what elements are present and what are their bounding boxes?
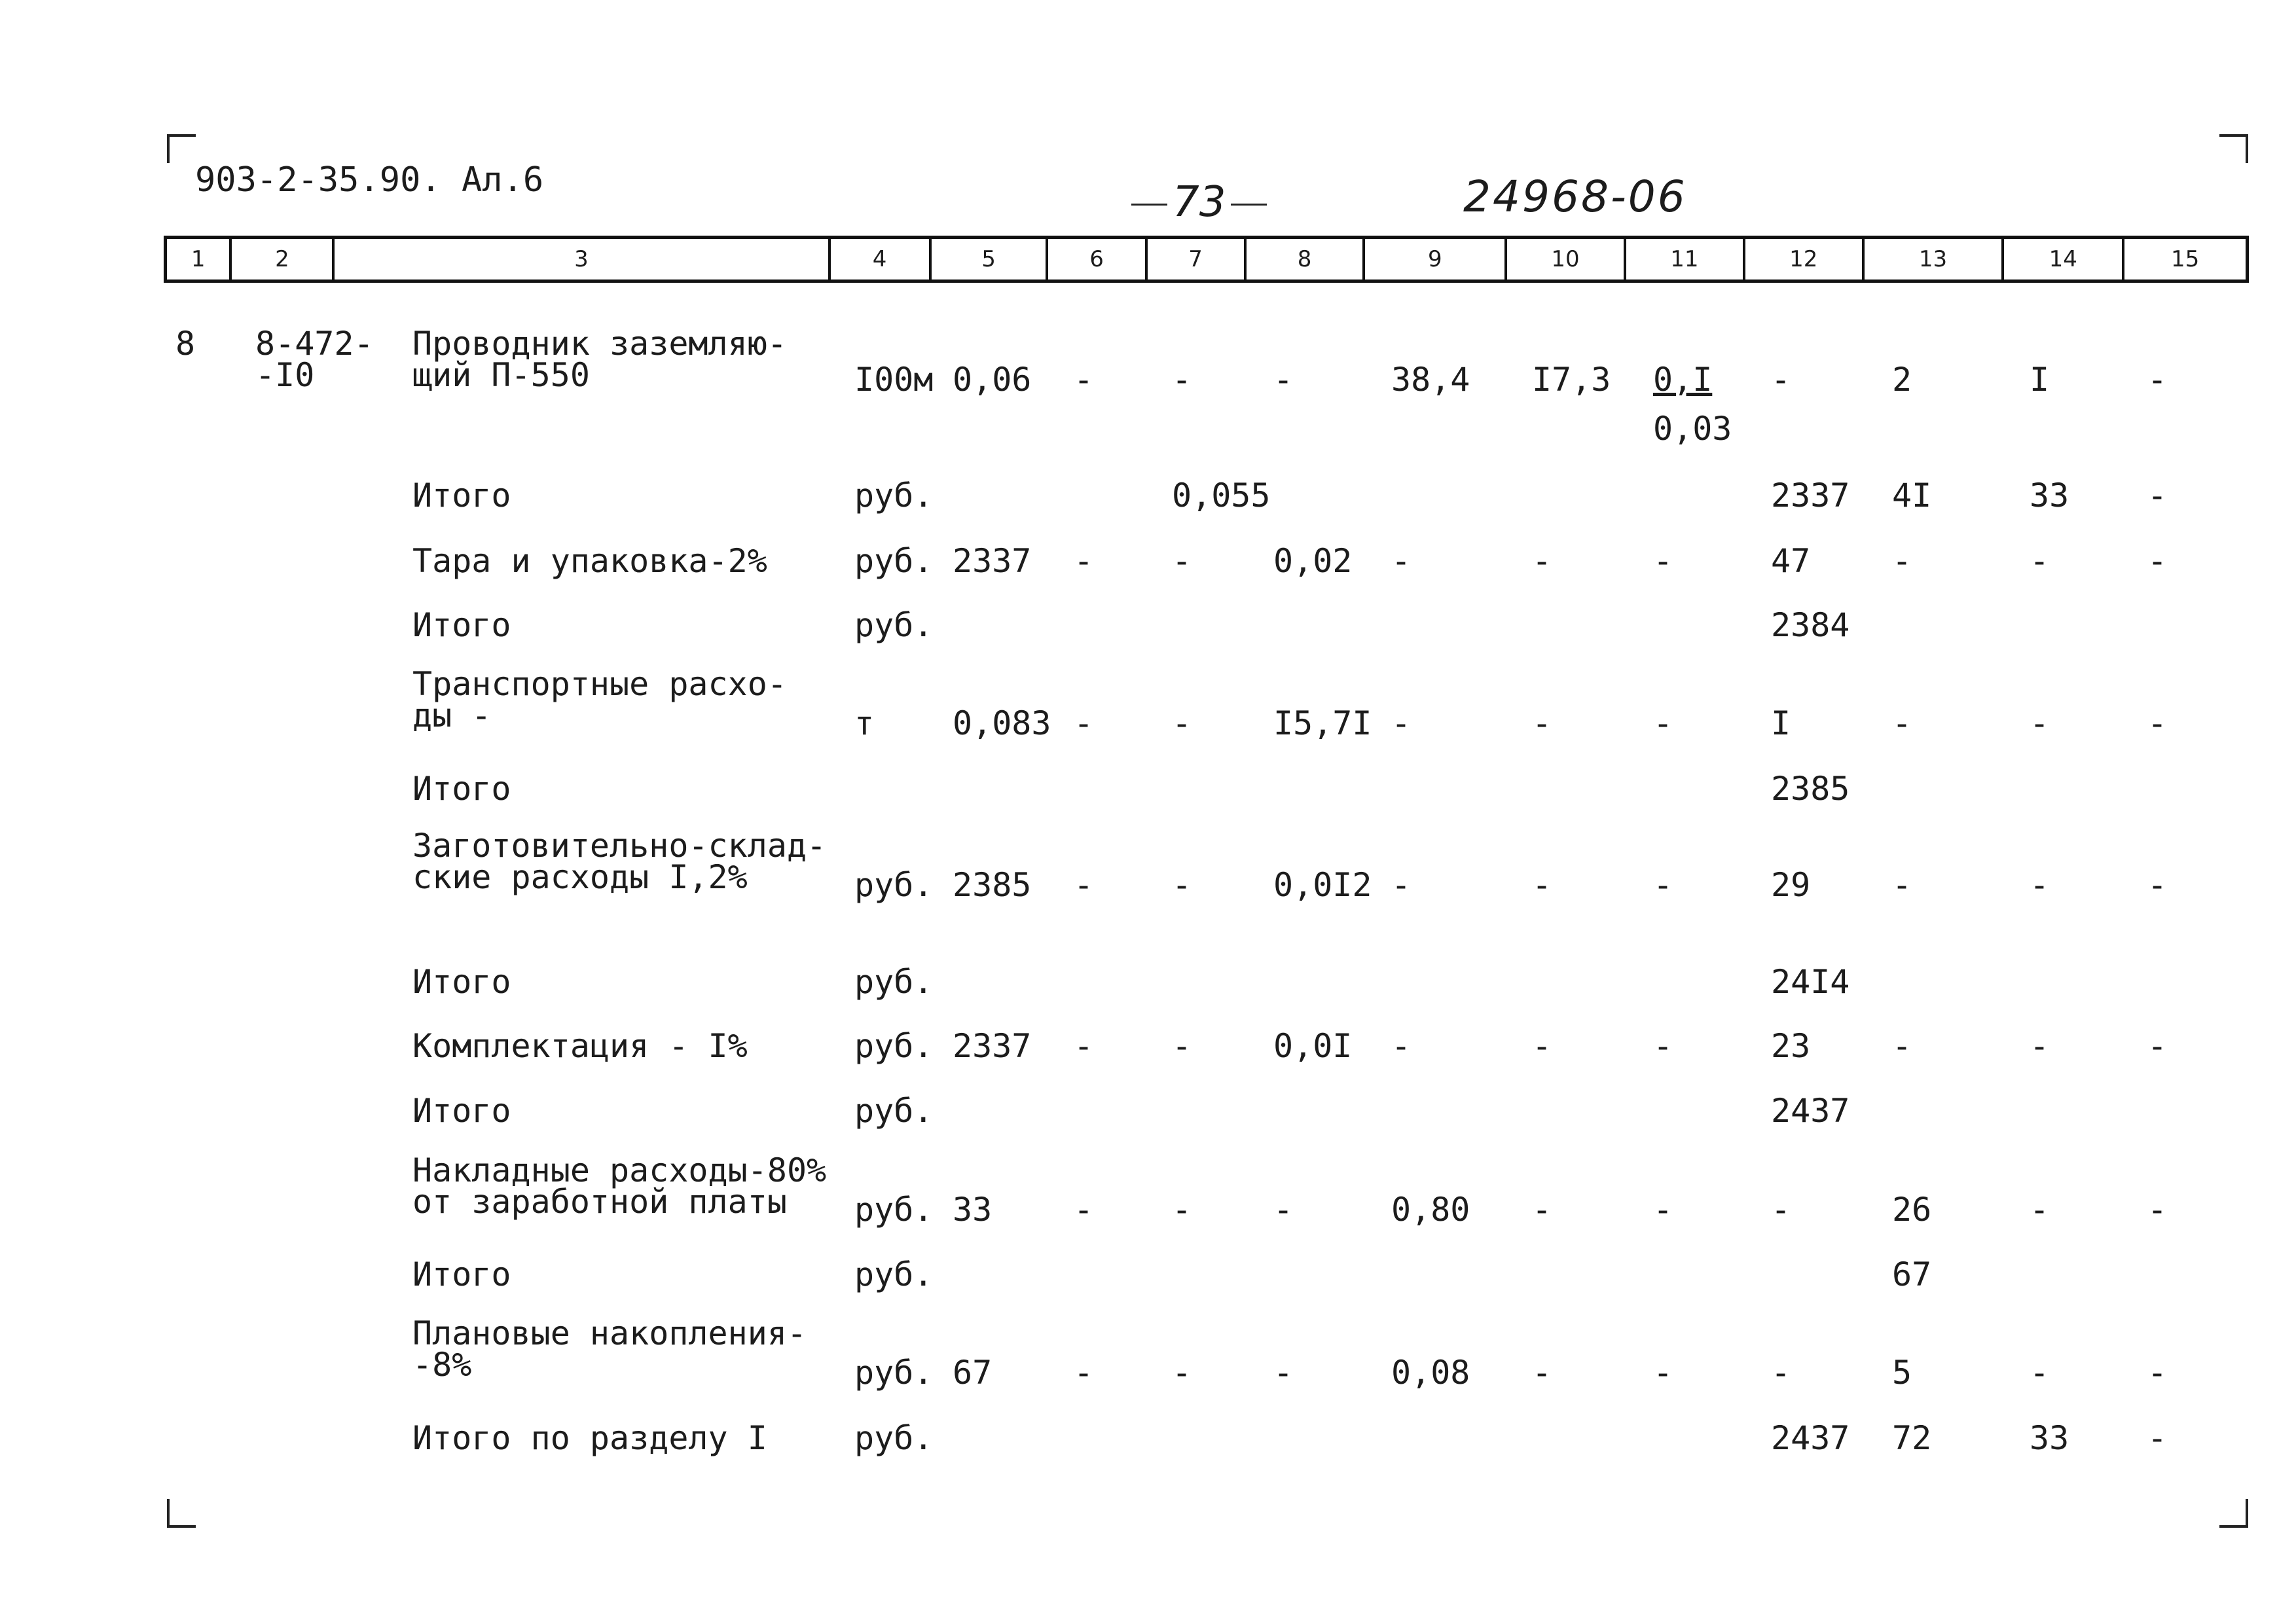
item-description: Комплектация - I%: [412, 1027, 748, 1065]
value-cell-c12: 2437: [1771, 1092, 1850, 1130]
corner-mark-top-right: [2219, 134, 2248, 163]
column-header-2: 2: [232, 239, 335, 280]
value-cell-c11: -: [1653, 866, 1673, 904]
value-cell-c13: -: [1892, 542, 1912, 580]
item-description: Итого: [412, 770, 511, 808]
value-cell-c14: -: [2030, 1191, 2050, 1229]
item-description: Итого: [412, 963, 511, 1001]
value-cell-c7: -: [1172, 542, 1192, 580]
corner-mark-bottom-right: [2219, 1499, 2248, 1528]
value-cell-c5: 0,083: [953, 704, 1051, 742]
column-header-10: 10: [1507, 239, 1626, 280]
item-description: Итого: [412, 1255, 511, 1293]
value-cell-c8: 0,0I: [1273, 1027, 1353, 1065]
column-header-5: 5: [932, 239, 1049, 280]
value-cell-c12: -: [1771, 1191, 1791, 1229]
unit-cell: руб.: [854, 1255, 934, 1293]
column-header-11: 11: [1626, 239, 1745, 280]
value-cell-c12: I: [1771, 704, 1791, 742]
item-description: -8%: [412, 1346, 472, 1384]
value-cell-c12: 2337: [1771, 477, 1850, 514]
column-header-9: 9: [1365, 239, 1507, 280]
unit-cell: руб.: [854, 1092, 934, 1130]
value-cell-c10: -: [1532, 542, 1552, 580]
value-cell-c14: -: [2030, 1027, 2050, 1065]
value-cell-c9: -: [1391, 704, 1412, 742]
value-cell-c12: 2385: [1771, 770, 1850, 808]
value-cell-c10: I7,3: [1532, 361, 1611, 399]
value-cell-c12: -: [1771, 361, 1791, 399]
value-cell-c7: -: [1172, 866, 1192, 904]
value-cell-c5: 0,06: [953, 361, 1032, 399]
item-description: Накладные расходы-80%: [412, 1151, 827, 1189]
value-cell-c8: -: [1273, 1354, 1294, 1392]
item-description: ские расходы I,2%: [412, 858, 748, 896]
unit-cell: руб.: [854, 477, 934, 514]
document-code: 903-2-35.90. Ал.6: [195, 160, 544, 200]
item-description: Итого: [412, 606, 511, 644]
item-description: Итого: [412, 477, 511, 514]
value-cell-c12: 47: [1771, 542, 1811, 580]
value-cell-c8: -: [1273, 1191, 1294, 1229]
value-cell-c15: -: [2147, 1354, 2168, 1392]
norm-code: 8-472-: [255, 325, 374, 363]
unit-cell: руб.: [854, 963, 934, 1001]
value-cell-c10: -: [1532, 704, 1552, 742]
column-header-7: 7: [1148, 239, 1247, 280]
value-cell-c15: -: [2147, 542, 2168, 580]
value-cell-c12: 23: [1771, 1027, 1811, 1065]
value-cell-c12: 2384: [1771, 606, 1850, 644]
value-cell-c8: 0,02: [1273, 542, 1353, 580]
value-cell-c11-bottom: 0,03: [1653, 410, 1732, 448]
item-description: Итого по разделу I: [412, 1419, 767, 1457]
corner-mark-top-left: [167, 134, 196, 163]
value-cell-c14: I: [2030, 361, 2050, 399]
unit-cell: т: [854, 704, 875, 742]
value-cell-c10: -: [1532, 1191, 1552, 1229]
column-header-12: 12: [1745, 239, 1865, 280]
value-cell-c13: -: [1892, 866, 1912, 904]
value-cell-c11: -: [1653, 1354, 1673, 1392]
unit-cell: руб.: [854, 1354, 934, 1392]
value-cell-c9: -: [1391, 866, 1412, 904]
norm-code: -I0: [255, 356, 315, 394]
column-header-8: 8: [1247, 239, 1366, 280]
value-cell-c9: -: [1391, 542, 1412, 580]
value-cell-c11: -: [1653, 704, 1673, 742]
item-description: щий П-550: [412, 356, 590, 394]
value-cell-c5: 2337: [953, 1027, 1032, 1065]
value-cell-c15: -: [2147, 866, 2168, 904]
column-number-header: [164, 236, 2249, 283]
value-cell-c11: -: [1653, 1027, 1673, 1065]
value-cell-c7: -: [1172, 1191, 1192, 1229]
value-cell-c14: -: [2030, 704, 2050, 742]
column-header-4: 4: [831, 239, 932, 280]
value-cell-c6: -: [1074, 1354, 1094, 1392]
column-header-1: 1: [167, 239, 232, 280]
value-cell-c15: -: [2147, 361, 2168, 399]
value-cell-c15: -: [2147, 1419, 2168, 1457]
value-cell-c12: 29: [1771, 866, 1811, 904]
value-cell-c5: 67: [953, 1354, 993, 1392]
page-number: 73: [1126, 178, 1272, 226]
value-cell-c13: -: [1892, 704, 1912, 742]
unit-cell: руб.: [854, 542, 934, 580]
value-cell-c6: -: [1074, 542, 1094, 580]
value-cell-c14: -: [2030, 542, 2050, 580]
value-cell-c14: -: [2030, 866, 2050, 904]
handwritten-number: 24968-06: [1463, 171, 1687, 222]
value-cell-c6: -: [1074, 704, 1094, 742]
value-cell-c8: -: [1273, 361, 1294, 399]
value-cell-c15: -: [2147, 1027, 2168, 1065]
value-cell-c12: 2437: [1771, 1419, 1850, 1457]
corner-mark-bottom-left: [167, 1499, 196, 1528]
value-cell-c13: 5: [1892, 1354, 1912, 1392]
value-cell-c10: -: [1532, 1354, 1552, 1392]
unit-cell: руб.: [854, 1191, 934, 1229]
unit-cell: руб.: [854, 1027, 934, 1065]
item-description: Проводник заземляю-: [412, 325, 787, 363]
column-header-14: 14: [2004, 239, 2124, 280]
value-cell-c12: -: [1771, 1354, 1791, 1392]
value-cell-c7: -: [1172, 1027, 1192, 1065]
value-cell-c9: -: [1391, 1027, 1412, 1065]
value-cell-c14: 33: [2030, 477, 2069, 514]
value-cell-c13: 67: [1892, 1255, 1932, 1293]
value-cell-c11: -: [1653, 1191, 1673, 1229]
value-cell-c9: 38,4: [1391, 361, 1470, 399]
value-cell-c6: -: [1074, 361, 1094, 399]
value-cell-c7: -: [1172, 361, 1192, 399]
value-cell-c6: -: [1074, 1027, 1094, 1065]
value-cell-c5: 33: [953, 1191, 993, 1229]
row-number: 8: [175, 325, 196, 363]
value-cell-c9: 0,80: [1391, 1191, 1470, 1229]
value-cell-c10: -: [1532, 1027, 1552, 1065]
value-cell-c12: 24I4: [1771, 963, 1850, 1001]
item-description: ды -: [412, 696, 492, 734]
item-description: от заработной платы: [412, 1183, 787, 1221]
value-cell-c14: 33: [2030, 1419, 2069, 1457]
value-cell-c11: 0,I: [1653, 361, 1713, 399]
value-cell-c8: 0,0I2: [1273, 866, 1372, 904]
unit-cell: руб.: [854, 606, 934, 644]
value-cell-c13: 2: [1892, 361, 1912, 399]
column-header-6: 6: [1048, 239, 1147, 280]
value-cell-c9: 0,08: [1391, 1354, 1470, 1392]
value-cell-c7: -: [1172, 704, 1192, 742]
unit-cell: I00м: [854, 361, 934, 399]
item-description: Тара и упаковка-2%: [412, 542, 767, 580]
value-cell-c6: -: [1074, 866, 1094, 904]
value-cell-c13: -: [1892, 1027, 1912, 1065]
value-cell-c10: -: [1532, 866, 1552, 904]
unit-cell: руб.: [854, 866, 934, 904]
value-cell-c5: 2337: [953, 542, 1032, 580]
item-description: Итого: [412, 1092, 511, 1130]
value-cell-c15: -: [2147, 1191, 2168, 1229]
value-cell-c7: -: [1172, 1354, 1192, 1392]
item-description: Заготовительно-склад-: [412, 827, 827, 865]
value-cell-c8: I5,7I: [1273, 704, 1372, 742]
value-cell-c15: -: [2147, 704, 2168, 742]
value-cell-c14: -: [2030, 1354, 2050, 1392]
value-cell-c11: -: [1653, 542, 1673, 580]
value-cell-c13: 26: [1892, 1191, 1932, 1229]
item-description: Плановые накопления-: [412, 1314, 807, 1352]
value-cell-c5: 2385: [953, 866, 1032, 904]
value-cell-c13: 72: [1892, 1419, 1932, 1457]
unit-cell: руб.: [854, 1419, 934, 1457]
value-cell-c6: -: [1074, 1191, 1094, 1229]
column-header-15: 15: [2170, 246, 2200, 272]
column-header-3: 3: [335, 239, 830, 280]
value-cell-c13: 4I: [1892, 477, 1932, 514]
value-cell-c15: -: [2147, 477, 2168, 514]
column-header-13: 13: [1865, 239, 2005, 280]
value-cell-c7: 0,055: [1172, 477, 1271, 514]
item-description: Транспортные расхо-: [412, 665, 787, 703]
